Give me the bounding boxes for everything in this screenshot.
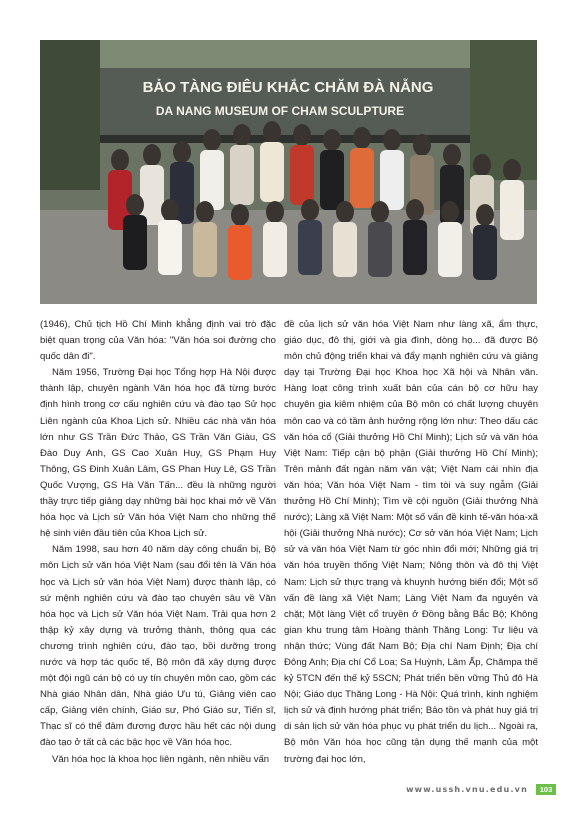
right-text-column [284,317,538,768]
group-photo [40,40,537,304]
museum-sign-line2: DA NANG MUSEUM OF CHAM SCULPTURE [155,104,405,118]
museum-sign-line1: BẢO TÀNG ĐIÊU KHẮC CHĂM ĐÀ NẴNG [142,79,434,96]
paragraph: Năm 1998, sau hơn 40 năm dày công chuẩn bị, Bộ môn Lịch sử văn hóa Việt Nam (sau đổi tên là Văn hóa học và Lịch sử văn hóa Việt Nam) được thành lập, có sứ mệnh nghiên cứu và đào tạo chuyên sâu về Văn hóa học và Lịch sử Văn hóa Việt Nam. Trải qua hơn 2 thập kỷ xây dựng và trưởng thành, thông qua các chương trình nghiên cứu, đào tạo, bồi dưỡng trong nước và hợp tác quốc tế, Bộ môn đã xây dựng được một đội ngũ cán bộ có uy tín chuyên môn cao, gồm các Nhà giáo Nhân dân, Nhà giáo Ưu tú, Giảng viên cao cấp, Giảng viên chính, Giáo sư, Phó Giáo sư, Tiến sĩ, Thạc sĩ có thể đảm đương được hầu hết các nội dung đào tạo ở tất cả các bậc học về Văn hóa học. [40,544,276,749]
paragraph: (1946), Chủ tịch Hồ Chí Minh khẳng định vai trò đặc biệt quan trọng của Văn hóa: "Văn hóa soi đường cho quốc dân đi". [40,319,276,363]
page-number-badge: 103 [536,784,556,795]
page-footer [0,783,578,797]
paragraph: đề của lịch sử văn hóa Việt Nam như làng xã, ẩm thực, giáo dục, đô thị, giới và gia đình, dòng họ... đã được Bộ môn chủ động triển khai và đẩy mạnh nghiên cứu và giảng dạy tại Trường Đại học Khoa học Xã hội và Nhân văn. Hàng loạt công trình xuất bản của cán bộ cơ hữu hay chuyên gia kiêm nhiệm của Bộ môn có chất lượng chuyên môn cao và có tầm ảnh hưởng rộng lớn như: Theo dấu các văn hóa cổ (Giải thưởng Hồ Chí Minh); Lịch sử và văn hóa Việt Nam: Tiếp cận bộ phận (Giải thưởng Hồ Chí Minh); Trên mảnh đất ngàn năm văn vật; Việt Nam cái nhìn địa văn hóa; Văn hóa Việt Nam - tìm tòi và suy ngẫm (Giải thưởng Hồ Chí Minh); Tìm về cội nguồn (Giải thưởng Nhà nước); Làng xã Việt Nam: Một số vấn đề kinh tế-văn hóa-xã hội (Giải thưởng Nhà nước); Cơ sở văn hóa Việt Nam; Lịch sử và văn hóa Việt Nam từ góc nhìn đổi mới; Những giá trị văn hóa truyền thống Việt Nam; Nông thôn và đô thị Việt Nam: Lịch sử thực trạng và khuynh hướng biến đổi; Một số vấn đề làng xã Việt Nam; Làng Việt Nam đa nguyên và chặt; Một làng Việt cổ truyền ở Đồng bằng Bắc Bộ; Không gian khu trung tâm Hoàng thành Thăng Long: Tư liệu và nhận thức; Vùng đất Nam Bộ; Địa chí Nam Định; Địa chí Đông Anh; Địa chí Cổ Loa; Sa Huỳnh, Lâm Ấp, Chămpa thế kỷ 5TCN đến thế kỷ 5SCN; Phát triển bền vững Thủ đô Hà Nội; Giáo dục Thăng Long - Hà Nội: Quá trình, kinh nghiệm lịch sử và định hướng phát triển; Bảo tồn và phát huy giá trị di sản lịch sử văn hóa phục vụ phát triển du lịch... Ngoài ra, Bộ môn Văn hóa học cũng tận dụng thế mạnh của một trường đại học lớn, [284,319,538,765]
left-text-column [40,317,276,768]
paragraph: Năm 1956, Trường Đại học Tổng hợp Hà Nội được thành lập, chuyên ngành Văn hóa học đã từng bước định hình trong cơ cấu nghiên cứu và đào tạo Sử học Liên ngành của Khoa Lịch sử. Nhiều các nhà văn hóa lớn như GS Trần Đức Thảo, GS Trần Văn Giàu, GS Đào Duy Anh, GS Cao Xuân Huy, GS Phạm Huy Thông, GS Đinh Xuân Lâm, GS Phan Huy Lê, GS Trần Quốc Vượng, GS Hà Văn Tấn... đều là những người thầy trực tiếp giảng dạy những bài học khai mở về Văn hóa học và Lịch sử Văn hóa Việt Nam cho những thế hệ sinh viên đầu tiên của Khoa Lịch sử. [40,367,276,540]
website-url[interactable]: www.ussh.vnu.edu.vn [406,785,528,794]
group-photo-illustration [40,40,537,304]
paragraph: Văn hóa học là khoa học liên ngành, nên nhiều vấn [52,753,270,765]
